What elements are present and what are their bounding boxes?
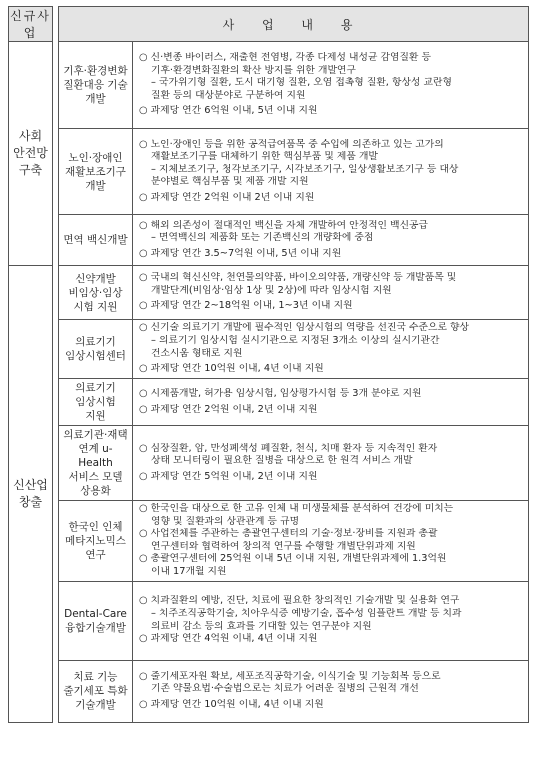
bullet-item: ○ 국내의 혁신신약, 천연물의약품, 바이오의약품, 개량신약 등 개발품목 및 [139,272,457,284]
project-content-cell [133,501,529,582]
bullet-item: ○ 과제당 연간 4억원 이내, 4년 이내 지원 [139,633,318,645]
sub-item: – 면역백신의 제품화 또는 기존백신의 개량화에 중점 [151,232,374,244]
project-content-cell [133,320,529,379]
sub-item: 상태 모니터링이 필요한 질병을 대상으로 한 원격 서비스 개발 [151,455,413,467]
header-category: 신규사업 [9,7,53,42]
table-row [9,581,529,660]
project-content-cell [133,129,529,215]
table-row [9,266,529,320]
project-content-cell [133,42,529,129]
sub-item: – 국가위기형 질환, 도시 대기형 질환, 오염 접촉형 질환, 항상성 교란형 [151,77,452,89]
project-title-cell: 의료기기 임상시험센터 [59,320,133,379]
table-body [9,42,529,723]
program-table-document [8,6,528,723]
project-content-cell [133,581,529,660]
sub-item: 재활보조기구를 대체하기 위한 핵심부품 및 제품 개발 [151,151,378,163]
sub-item: 질환 등의 대상분야로 구분하여 지원 [151,89,306,101]
sub-item: 기후·환경변화질환의 확산 방지를 위한 개발연구 [151,64,356,76]
project-title-cell: 의료기관·재택 연계 u-Health 서비스 모델 상용화 [59,426,133,501]
bullet-item: ○ 과제당 연간 10억원 이내, 4년 이내 지원 [139,363,324,375]
bullet-item: ○ 한국인을 대상으로 한 고유 인체 내 미생물체를 분석하여 건강에 미치는 [139,503,454,514]
bullet-item: ○ 과제당 연간 5억원 이내, 2년 이내 지원 [139,470,318,482]
table-row [9,215,529,266]
project-content-cell [133,660,529,722]
table-row [9,320,529,379]
project-content-cell [133,215,529,266]
bullet-item: ○ 해외 의존성이 절대적인 백신을 자체 개발하여 안정적인 백신공급 [139,219,428,231]
table-row [9,42,529,129]
project-title-cell: 면역 백신개발 [59,215,133,266]
project-title-cell: Dental-Care 융합기술개발 [59,581,133,660]
bullet-item: ○ 신기술 의료기기 개발에 필수적인 임상시험의 역량을 선진국 수준으로 향상 [139,322,469,334]
project-content-cell [133,426,529,501]
project-content-cell [133,266,529,320]
project-title-cell: 신약개발 비임상·임상 시험 지원 [59,266,133,320]
header-content: 사 업 내 용 [59,7,529,42]
project-title-cell: 기후·환경변화 질환대응 기술 개발 [59,42,133,129]
sub-item: 의료비 감소 등의 효과를 기대할 있는 연구분야 지원 [151,620,372,632]
sub-item: 이내 17개월 지원 [151,565,227,577]
table-row [9,501,529,582]
sub-item: 개발단계(비임상·임상 1상 및 2상)에 따라 임상시험 지원 [151,284,392,296]
program-table [8,6,529,723]
bullet-item: ○ 치과질환의 예방, 진단, 치료에 필요한 창의적인 기술개발 및 실용화 연구 [139,595,460,607]
bullet-item: ○ 과제당 연간 6억원 이내, 5년 이내 지원 [139,105,318,117]
table-row [9,129,529,215]
bullet-item: ○ 사업전체를 주관하는 총괄연구센터의 기술·정보·장비를 지원과 총괄 [139,528,438,540]
category-cell: 사회 안전망 구축 [9,42,53,266]
bullet-item: ○ 노인·장애인 등을 위한 공적급여품목 중 수입에 의존하고 있는 고가의 [139,138,444,150]
bullet-item: ○ 줄기세포자원 확보, 세포조직공학기술, 이식기술 및 기능회복 등으로 [139,670,441,682]
sub-item: 기존 약물요법·수술법으로는 치료가 어려운 질병의 근원적 개선 [151,683,419,695]
project-title-cell: 치료 기능 줄기세포 특화 기술개발 [59,660,133,722]
project-content-cell [133,379,529,426]
bullet-item: ○ 총괄연구센터에 25억원 이내 5년 이내 지원, 개별단위과제에 1.3억원 [139,553,447,565]
project-title-cell: 의료기기 임상시험 지원 [59,379,133,426]
sub-item: 건소시움 형태로 지원 [151,347,243,359]
bullet-item: ○ 심장질환, 암, 만성폐색성 폐질환, 천식, 치매 환자 등 지속적인 환자 [139,442,438,454]
bullet-item: ○ 과제당 연간 2억원 이내, 2년 이내 지원 [139,403,318,415]
sub-item: – 의료기기 임상시험 실시기관으로 지정된 3개소 이상의 실시기관간 [151,334,440,346]
sub-item: – 지체보조기구, 청각보조기구, 시각보조기구, 일상생활보조기구 등 대상 [151,163,459,175]
table-row [9,426,529,501]
sub-item: 연구센터와 협력하여 창의적 연구를 수행할 개별단위과제 지원 [151,540,416,552]
table-row [9,660,529,722]
bullet-item: ○ 신·변종 바이러스, 재출현 전염병, 각종 다제성 내성균 감염질환 등 [139,52,431,64]
table-header-row [9,7,529,42]
bullet-item: ○ 과제당 연간 3.5~7억원 이내, 5년 이내 지원 [139,247,342,259]
sub-item: – 치주조직공학기술, 치아우식증 예방기술, 흡수성 임플란트 개발 등 치과 [151,607,462,619]
sub-item: 분야별로 핵심부품 및 제품 개발 지원 [151,176,309,188]
bullet-item: ○ 과제당 연간 10억원 이내, 4년 이내 지원 [139,698,324,710]
project-title-cell: 한국인 인체 메타지노믹스 연구 [59,501,133,582]
bullet-item: ○ 시제품개발, 허가용 임상시험, 임상평가시험 등 3개 분야로 지원 [139,387,422,399]
bullet-item: ○ 과제당 연간 2~18억원 이내, 1~3년 이내 지원 [139,300,353,312]
table-row [9,379,529,426]
bullet-item: ○ 과제당 연간 2억원 이내 2년 이내 지원 [139,191,315,203]
sub-item: 영향 및 질환과의 상관관계 등 규명 [151,515,300,527]
project-title-cell: 노인·장애인 재활보조기구 개발 [59,129,133,215]
category-cell: 신산업 창출 [9,266,53,723]
